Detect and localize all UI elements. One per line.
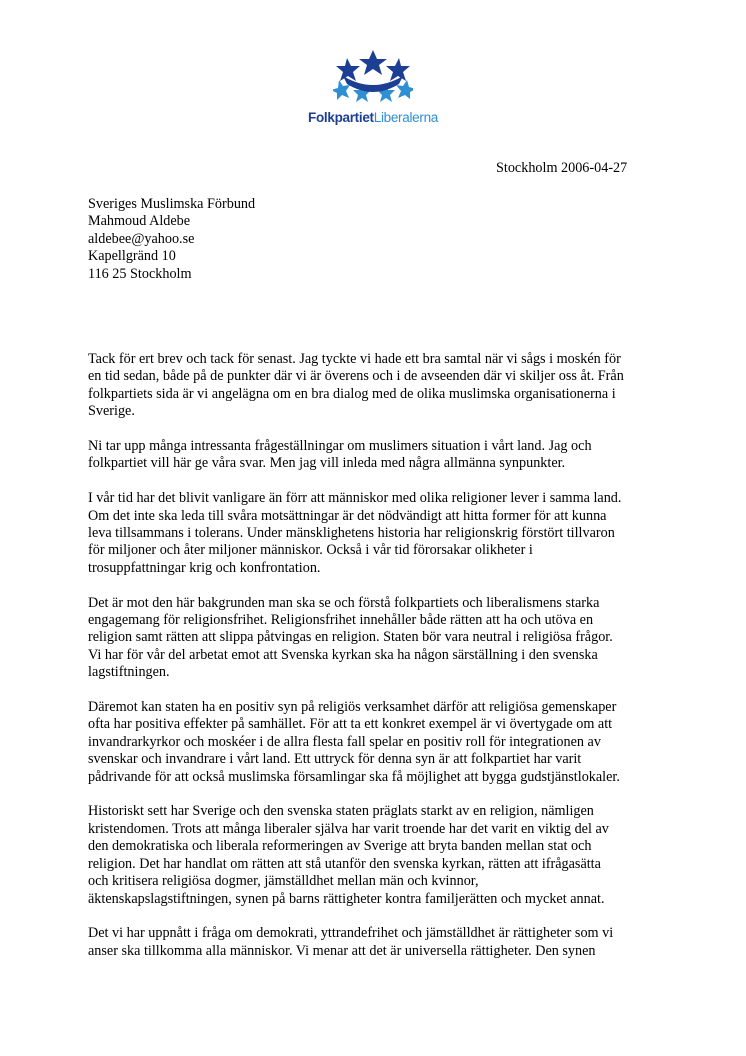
party-name-part1: Folkpartiet — [308, 110, 374, 125]
paragraph-line: religion. Det har handlat om rätten att stå utanför den svenska kyrkan, rätten att ifrågasätta — [88, 855, 601, 872]
paragraph-line: folkpartiets sida är vi angelägna om en bra dialog med de olika muslimska organisationerna i — [88, 385, 616, 402]
paragraph-line: kristendomen. Trots att många liberaler själva har varit troende har det varit en viktig del av — [88, 820, 609, 837]
paragraph-line: en tid sedan, både på de punkter där vi är överens och i de avseenden där vi skiljer oss åt. Från — [88, 368, 624, 385]
paragraph-line: I vår tid har det blivit vanligare än förr att människor med olika religioner lever i samma land. — [88, 490, 622, 507]
paragraph-line: Vi har för vår del arbetat emot att Svenska kyrkan ska ha någon särställning i den svenska — [88, 646, 598, 663]
letter-date: Stockholm 2006-04-27 — [496, 160, 628, 176]
party-name-part2: Liberalerna — [373, 110, 438, 125]
paragraph-line: ofta har positiva effekter på samhället. För att ta ett konkret exempel är vi övertygade om att — [88, 716, 613, 733]
paragraph-line: lagstiftningen. — [88, 664, 170, 681]
paragraph-line: folkpartiet vill här ge våra svar. Men jag vill inleda med några allmänna synpunkter. — [88, 455, 566, 472]
paragraph-line: svenskar och invandrare i vårt land. Ett uttryck för denna syn är att folkpartiet har varit — [88, 751, 582, 768]
recipient-address — [88, 196, 255, 283]
paragraph-line: pådrivande för att också muslimska församlingar ska få möjlighet att bygga gudstjänstlokaler. — [88, 768, 620, 785]
body-paragraph — [88, 438, 668, 473]
paragraph-line: Tack för ert brev och tack för senast. Jag tyckte vi hade ett bra samtal när vi sågs i moskén för — [88, 351, 621, 367]
party-logo — [300, 50, 446, 130]
recipient-email: aldebee@yahoo.se — [88, 230, 195, 247]
paragraph-line: invandrarkyrkor och moskéer i de allra flesta fall spelar en positiv roll för integrationen av — [88, 733, 601, 750]
letter-body — [88, 351, 668, 978]
paragraph-line: för miljoner och åter miljoner människor. Också i vår tid förorsakar olikheter i — [88, 542, 533, 559]
paragraph-line: leva tillsammans i tolerans. Under mänsklighetens historia har religionskrig förstört tillvaron — [88, 525, 615, 542]
body-paragraph — [88, 595, 668, 682]
paragraph-line: Ni tar upp många intressanta frågeställningar om muslimers situation i vårt land. Jag och — [88, 438, 592, 455]
paragraph-line: Sverige. — [88, 403, 135, 420]
paragraph-line: Däremot kan staten ha en positiv syn på religiös verksamhet därför att religiösa gemenskaper — [88, 699, 617, 716]
body-paragraph — [88, 351, 668, 421]
paragraph-line: Om det inte ska leda till svåra motsättningar är det nödvändigt att hitta former för att kunna — [88, 507, 607, 524]
paragraph-line: anser ska tillkomma alla människor. Vi menar att det är universella rättigheter. Den synen — [88, 942, 596, 959]
recipient-organization: Sveriges Muslimska Förbund — [88, 196, 256, 212]
body-paragraph — [88, 925, 668, 960]
paragraph-line: äktenskapslagstiftningen, synen på barns rättigheter kontra familjerätten och mycket annat. — [88, 890, 605, 907]
party-name — [300, 110, 446, 125]
stars-emblem-icon — [333, 50, 413, 106]
paragraph-line: Det vi har uppnått i fråga om demokrati, yttrandefrihet och jämställdhet är rättigheter som vi — [88, 925, 614, 942]
paragraph-line: Historiskt sett har Sverige och den svenska staten präglats starkt av en religion, nämligen — [88, 803, 594, 820]
paragraph-line: och kritisera religiösa dogmer, jämställdhet mellan män och kvinnor, — [88, 873, 479, 890]
recipient-postal-city: 116 25 Stockholm — [88, 265, 192, 282]
body-paragraph — [88, 803, 668, 907]
paragraph-line: religion samt rätten att slippa påtvingas en religion. Staten bör vara neutral i religiösa frågor. — [88, 629, 613, 646]
recipient-street: Kapellgränd 10 — [88, 248, 176, 265]
paragraph-line: trosuppfattningar krig och konfrontation. — [88, 559, 321, 576]
body-paragraph — [88, 699, 668, 786]
paragraph-line: engagemang för religionsfrihet. Religionsfrihet innehåller både rätten att ha och utöva en — [88, 612, 594, 629]
body-paragraph — [88, 490, 668, 577]
paragraph-line: den demokratiska och liberala reformeringen av Sverige att bryta banden mellan stat och — [88, 838, 592, 855]
recipient-name: Mahmoud Aldebe — [88, 213, 191, 230]
paragraph-line: Det är mot den här bakgrunden man ska se och förstå folkpartiets och liberalismens starka — [88, 594, 600, 611]
